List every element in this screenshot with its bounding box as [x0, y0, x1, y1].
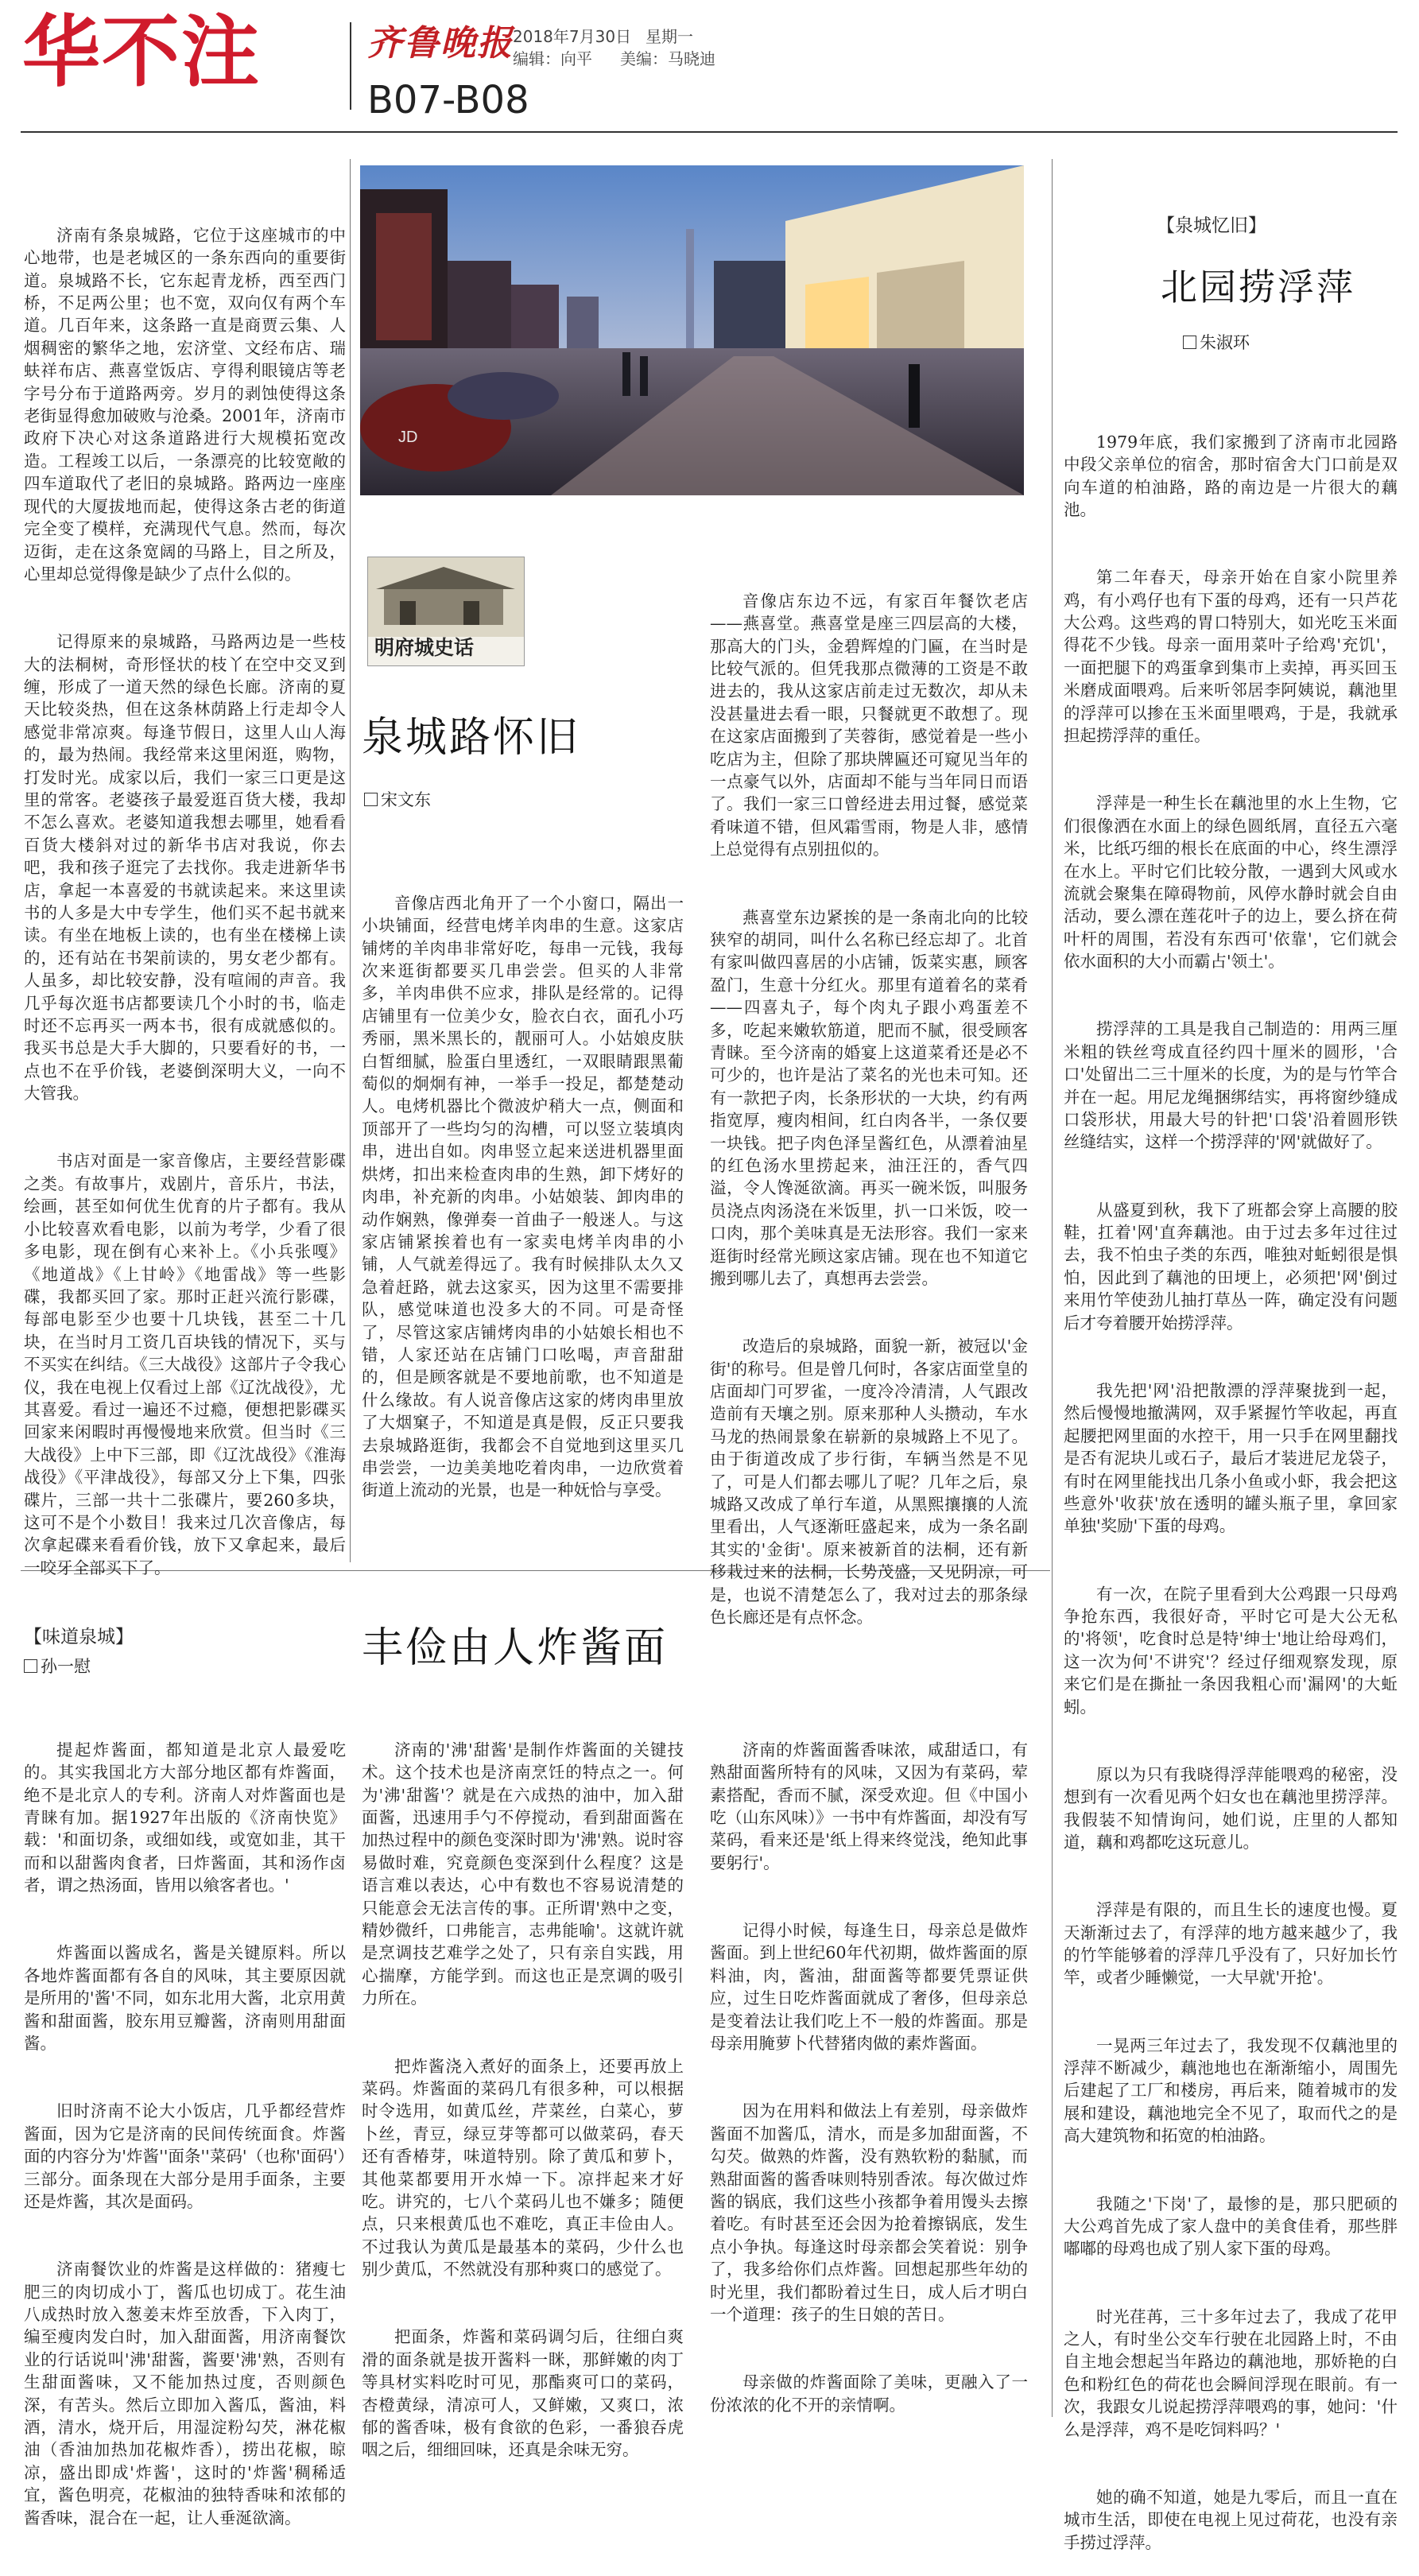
paragraph: 时光荏苒，三十多年过去了，我成了花甲之人，有时坐公交车行驶在北园路上时，不由自主地会想起当年路边的藕池地，那娇艳的白色和粉红色的荷花也会瞬间浮现在眼前。有一次，我跟女儿说起捞浮萍喂鸡的事，她问：'什么是浮萍，鸡不是吃饲料吗？' [1064, 2306, 1398, 2439]
paragraph: 我先把'网'沿把散漂的浮萍聚拢到一起，然后慢慢地撤满网，双手紧握竹竿收起，再直起腰把网里面的水控干，用一只手在网里翻找是否有泥块儿或石子，最后才装进尼龙袋子，有时在网里能找出几条小鱼或小虾，我会把这些意外'收获'放在透明的罐头瓶子里，拿回家单独'奖励'下蛋的母鸡。 [1064, 1380, 1398, 1536]
paragraph: 音像店西北角开了一个小窗口，隔出一小块铺面，经营电烤羊肉串的生意。这家店铺烤的羊肉串非常好吃，每串一元钱，我每次来逛街都要买几串尝尝。但买的人非常多，羊肉串供不应求，排队是经常的。记得店铺里有一位美少女，脸衣白衣，面孔小巧秀丽，黑米黑长的，靓丽可人。小姑娘皮肤白皙细腻，脸蛋白里透红，一双眼睛跟黑葡萄似的炯炯有神，一举手一投足，都楚楚动人。电烤机器比个微波炉稍大一点，侧面和顶部开了一些均匀的沟槽，可以竖立装填肉串，进出自如。肉串竖立起来送进机器里面烘烤，扣出来检查肉串的生熟，卸下烤好的肉串，补充新的肉串。小姑娘装、卸肉串的动作娴熟，像弹奏一首曲子一般迷人。与这家店铺紧挨着也有一家卖电烤羊肉串的小铺，人气就差得远了。我有时候排队太久又急着赶路，就去这家买，因为这里不需要排队，感觉味道也没多大的不同。可是奇怪了，尽管这家店铺烤肉串的小姑娘长相也不错，人家还站在店铺门口吆喝，声音甜甜的，但是顾客就是不要地前歌，也不知道是什么缘故。有人说音像店这家的烤肉串里放了大烟窠子，不知道是真是假，反正只要我去泉城路逛街，我都会不自觉地到这里买几串尝尝，一边美美地吃着肉串，一边欣赏着街道上流动的光景，也是一种妩恰与享受。 [362, 893, 684, 1500]
paragraph: 第二年春天，母亲开始在自家小院里养鸡，有小鸡仔也有下蛋的母鸡，还有一只芦花大公鸡。这些鸡的胃口特别大，如光吃玉米面得花不少钱。母亲一面用菜叶子给鸡'充饥'，一面把腿下的鸡蛋拿到集市上卖掉，再买回玉米磨成面喂鸡。后来听邻居李阿姨说，藕池里的浮萍可以掺在玉米面里喂鸡，于是，我就承担起捞浮萍的重任。 [1064, 568, 1398, 746]
bottom-headline: 丰俭由人炸酱面 [362, 1624, 669, 1672]
series-logo [367, 557, 525, 666]
paragraph: 浮萍是一种生长在藕池里的水上生物，它们很像洒在水面上的绿色圆纸屑，直径五六毫米，比纸巧细的根长在底面的中心，终生漂浮在水上。平时它们比较分散，一遇到大风或水流就会聚集在障碍物前，风停水静时就会自由活动，要么漂在莲花叶子的边上，要么挤在荷叶杆的周围，若没有东西可'依靠'，它们就会依水面积的大小而霸占'领土'。 [1064, 793, 1398, 972]
paragraph: 记得原来的泉城路，马路两边是一些枝大的法桐树，奇形怪状的枝丫在空中交叉到缠，形成了一道天然的绿色长廊。济南的夏天比较炎热，但在这条林荫路上行走却令人感觉非常凉爽。每逢节假日，这里人山人海的，最为热闹。我经常来这里闲逛，购物，打发时光。成家以后，我们一家三口更是这里的常客。老婆孩子最爱逛百货大楼，我却不怎么喜欢。老婆知道我想去哪里，她看看百货大楼斜对过的新华书店对我说，你去吧，我和孩子逛完了去找你。我走进新华书店，拿起一本喜爱的书就读起来。来这里读书的人多是大中专学生，他们买不起书就来读。有坐在地板上读的，也有坐在楼梯上读的，还有站在书架前读的，男女老少都有。人虽多，却比较安静，没有喧闹的声音。我几乎每次逛书店都要读几个小时的书，临走时还不忘再买一两本书，很有成就感似的。我买书总是大手大脚的，只要看好的书，一点也不在乎价钱，老婆倒深明大义，一向不大管我。 [24, 632, 346, 1104]
paragraph: 济南餐饮业的炸酱是这样做的：猪瘦七肥三的肉切成小丁，酱瓜也切成丁。花生油八成热时放入葱姜末炸至放香，下入肉丁，编至瘦肉发白时，加入甜面酱，用济南餐饮业的行话说叫'沸'甜酱，酱要'沸'熟，否则有生甜面酱味，又不能加热过度，否则颜色深，有苦头。然后立即加入酱瓜，酱油，料酒，清水，烧开后，用湿淀粉勾芡，淋花椒油（香油加热加花椒炸香），捞出花椒，晾凉，盛出即成'炸酱'，这时的'炸酱'稠稀适宜，酱色明亮，花椒油的独特香味和浓郁的酱香味，混合在一起，让人垂涎欲滴。 [24, 2260, 346, 2528]
paragraph: 母亲做的炸酱面除了美味，更融入了一份浓浓的化不开的亲情啊。 [710, 2372, 1028, 2415]
main-article-col2 [710, 545, 1028, 1627]
right-headline: 北园捞浮萍 [1161, 266, 1355, 308]
paragraph: 我随之'下岗'了，最惨的是，那只肥硕的大公鸡首先成了家人盘中的美食佳肴，那些胖嘟嘟的母鸡也成了别人家下蛋的母鸡。 [1064, 2194, 1398, 2259]
main-headline: 泉城路怀旧 [362, 714, 581, 762]
paragraph: 提起炸酱面，都知道是北京人最爱吃的。其实我国北方大部分地区都有炸酱面，绝不是北京人的专利。济南人对炸酱面也是青睐有加。据1927年出版的《济南快览》载：'和面切条，或细如线，或宽如韭，其干而和以甜酱肉食者，曰炸酱面，其和汤作卤者，谓之热汤面，皆用以飨客者也。' [24, 1740, 346, 1895]
paragraph: 她的确不知道，她是九零后，而且一直在城市生活，即使在电视上见过荷花，也没有亲手捞过浮萍。 [1064, 2487, 1398, 2552]
column-rule-right [1052, 159, 1053, 2417]
paragraph: 一晃两三年过去了，我发现不仅藕池里的浮萍不断减少，藕池地也在渐渐缩小，周围先后建起了工厂和楼房，再后来，随着城市的发展和建设，藕池地完全不见了，取而代之的是高大建筑物和拓宽的柏油路。 [1064, 2035, 1398, 2146]
main-article-col1 [362, 847, 684, 1562]
paragraph: 济南有条泉城路，它位于这座城市的中心地带，也是老城区的一条东西向的重要街道。泉城路不长，它东起青龙桥，西至西门桥，不足两公里；也不宽，双向仅有两个车道。几百年来，这条路一直是商贾云集、人烟稠密的繁华之地，宏济堂、文经布店、瑞蚨祥布店、燕喜堂饭店、亨得利眼镜店等老字号分布于道路两旁。岁月的剥蚀使得这条老街显得愈加破败与沧桑。2001年，济南市政府下决心对这条道路进行大规模拓宽改造。工程竣工以后，一条漂亮的比较宽敞的四车道取代了老旧的泉城路。路两边一座座现代的大厦拔地而起，使得这条古老的街道完全变了模样，充满现代气息。然而，每次迈街，走在这条宽阔的马路上，目之所及，心里却总觉得像是缺少了点什么似的。 [24, 225, 346, 584]
paragraph: 燕喜堂东边紧挨的是一条南北向的比较狭窄的胡同，叫什么名称已经忘却了。北首有家叫做四喜居的小店铺，饭菜实惠，顾客盈门，生意十分红火。那里有道着名的菜肴——四喜丸子，每个肉丸子跟小鸡蛋差不多，吃起来嫩软筋道，肥而不腻，很受顾客青睐。至今济南的婚宴上这道菜肴还是必不可少的，也许是沾了菜名的光也未可知。还有一款把子肉，长条形状的一大块，约有两指宽厚，瘦肉相间，红白肉各半，一条仅要一块钱。把子肉色泽呈酱红色，从漂着油星的红色汤水里捞起来，油汪汪的，香气四溢，令人馋涎欲滴。再买一碗米饭，叫服务员浇点肉汤浇在米饭里，扒一口米饭，咬一口肉，那个美味真是无法形容。我们一家来逛街时经常光顾这家店铺。现在也不知道它搬到哪儿去了，真想再去尝尝。 [710, 907, 1028, 1288]
author-name: 孙一慰 [41, 1657, 91, 1676]
paragraph: 从盛夏到秋，我下了班都会穿上高腰的胶鞋，扛着'网'直奔藕池。由于过去多年过往过去，我不怕虫子类的东西，唯独对蚯蚓很是惧怕，因此到了藕池的田埂上，必须把'网'倒过来用竹竿使劲儿抽打草丛一阵，确定没有问题后才夸着腰开始捞浮萍。 [1064, 1200, 1398, 1333]
paragraph: 济南的'沸'甜酱'是制作炸酱面的关键技术。这个技术也是济南烹饪的特点之一。何为'沸'甜酱'？就是在六成热的油中，加入甜面酱，迅速用手勺不停搅动，看到甜面酱在加热过程中的颜色变深时即为'沸'熟。说时容易做时难，究竟颜色变深到什么程度？这是语言难以表达，心中有数也不容易说清楚的只能意会无法言传的事。正所谓'熟中之变，精妙微纤，口弗能言，志弗能喻'。这就许就是烹调技艺难学之处了，只有亲自实践，用心揣摩，方能学到。而这也正是烹调的吸引力所在。 [362, 1740, 684, 2008]
paragraph: 炸酱面以酱成名，酱是关键原料。所以各地炸酱面都有各自的风味，其主要原因就是所用的'酱'不同，如东北用大酱，北京用黄酱和甜面酱，胶东用豆瓣酱，济南则用甜面酱。 [24, 1943, 346, 2054]
main-byline [364, 787, 431, 811]
bottom-article-col2 [362, 1693, 684, 2460]
paragraph: 浮萍是有限的，而且生长的速度也慢。夏天渐渐过去了，有浮萍的地方越来越少了，我的竹竿能够着的浮萍几乎没有了，只好加长竹竿，或者少睡懒觉，一大早就'开抢'。 [1064, 1900, 1398, 1988]
paragraph: 旧时济南不论大小饭店，几乎都经营炸酱面，因为它是济南的民间传统面食。炸酱面的内容分为'炸酱''面条''菜码'（也称'面码'）三部分。面条现在大部分是用手面条，主要还是炸酱，其次是面码。 [24, 2101, 346, 2211]
editor-credit: 编辑：向平 [513, 49, 592, 68]
page-range: B07-B08 [367, 78, 529, 122]
photo-sign-text: JD [398, 429, 418, 446]
paragraph: 原以为只有我晓得浮萍能喂鸡的秘密，没想到有一次看见两个妇女也在藕池里捞浮萍。我假装不知情询问，她们说，庄里的人都知道，藕和鸡都吃这玩意儿。 [1064, 1764, 1398, 1852]
designer-credit: 美编：马晓迪 [620, 49, 715, 68]
right-article-body [1064, 386, 1398, 2552]
paragraph: 有一次，在院子里看到大公鸡跟一只母鸡争抢东西，我很好奇，平时它可是大公无私的'将领'，吃食时总是特'绅士'地让给母鸡们，这一次为何'不讲究'？经过仔细观察发现，原来它们是在撕扯一条因我粗心而'漏网'的大蚯蚓。 [1064, 1584, 1398, 1717]
author-name: 宋文东 [381, 790, 431, 809]
paragraph: 改造后的泉城路，面貌一新，被冠以'金街'的称号。但是曾几何时，各家店面堂皇的店面却门可罗雀，一度冷冷清清，人气跟改造前有天壤之别。原来那种人头攒动，车水马龙的热闹景象在崭新的泉城路上不见了。由于街道改成了步行街，车辆当然是不见了，可是人们都去哪儿了呢？几年之后，泉城路又改成了单行车道，从黑熙攘攘的人流里看出，人气逐渐旺盛起来，成为一条名副其实的'金街'。原来被新首的法桐，还有新移栽过来的法桐，长势茂盛，又见阴凉，可是，也说不清楚怎么了，我对过去的那条绿色长廊还是有点怀念。 [710, 1336, 1028, 1627]
paragraph: 把炸酱浇入煮好的面条上，还要再放上菜码。炸酱面的菜码几有很多种，可以根据时令选用，如黄瓜丝，芹菜丝，白菜心，萝卜丝，青豆，绿豆芽等都可以做菜码，春天还有香椿芽，味道特别。除了黄瓜和萝卜，其他菜都要用开水焯一下。凉拌起来才好吃。讲究的，七八个菜码儿也不嫌多；随便点，只来根黄瓜也不难吃，真正丰俭由人。不过我认为黄瓜是最基本的菜码，少什么也别少黄瓜，不然就没有那种爽口的感觉了。 [362, 2056, 684, 2279]
bottom-article-col1 [24, 1693, 346, 2528]
bottom-kicker: 【味道泉城】 [24, 1627, 134, 1647]
paragraph: 记得小时候，每逢生日，母亲总是做炸酱面。到上世纪60年代初期，做炸酱面的原料油，肉，酱油，甜面酱等都要凭票证供应，过生日吃炸酱面就成了奢侈，但母亲总是变着法让我们吃上不一般的炸酱面。那是母亲用腌萝卜代替猪肉做的素炸酱面。 [710, 1921, 1028, 2054]
bottom-article-col3 [710, 1693, 1028, 2417]
masthead-rule [21, 131, 1398, 133]
section-title: 华不注 [22, 7, 262, 98]
publish-weekday: 星期一 [646, 27, 693, 46]
paragraph: 1979年底，我们家搬到了济南市北园路中段父亲单位的宿舍，那时宿舍大门口前是双向车道的柏油路，路的南边是一片很大的藕池。 [1064, 432, 1398, 520]
paragraph: 书店对面是一家音像店，主要经营影碟之类。有故事片，戏剧片，音乐片，书法，绘画，甚至如何优生优育的片子都有。我从小比较喜欢看电影，以前为考学，少看了很多电影，现在倒有心来补上。《小兵张嘎》《地道战》《上甘岭》《地雷战》等一些影碟，我都买回了家。那时正赶兴流行影碟，每部电影至少也要十几块钱，甚至二十几块，在当时月工资几百块钱的情况下，买与不买实在纠结。《三大战役》这部片子令我心仪，我在电视上仅看过上部《辽沈战役》，尤其喜爱。看过一遍还不过瘾，便想把影碟买回家来闲暇时再慢慢地来欣赏。但当时《三大战役》上中下三部，即《辽沈战役》《淮海战役》《平津战役》，每部又分上下集，四张碟片，三部一共十二张碟片，要260多块，这可不是个小数目！我来过几次音像店，每次拿起碟来看看价钱，放下又拿起来，最后一咬牙全部买下了。 [24, 1151, 346, 1577]
publish-date: 2018年7月30日 [513, 27, 632, 46]
right-byline [1183, 330, 1250, 354]
masthead-divider [350, 22, 351, 110]
bottom-byline [24, 1654, 91, 1678]
paragraph: 济南的炸酱面酱香味浓，咸甜适口，有熟甜面酱所特有的风味，又因为有菜码，荤素搭配，香而不腻，深受欢迎。但《中国小吃（山东风味）》一书中有炸酱面，却没有写菜码，看来还是'纸上得来终觉浅，绝知此事要躬行'。 [710, 1740, 1028, 1872]
right-kicker: 【泉城忆旧】 [1157, 215, 1266, 236]
series-title: 明府城史话 [374, 636, 475, 659]
paragraph: 音像店东边不远，有家百年餐饮老店——燕喜堂。燕喜堂是座三四层高的大楼，那高大的门头，金碧辉煌的门匾，在当时是比较气派的。但凭我那点微薄的工资是不敢进去的，我从这家店前走过无数次，却从未没甚量进去看一眼，只餐就更不敢想了。现在这家店面搬到了芙蓉街，感觉着是一些小吃店为主，但除了那块牌匾还可窥见当年的一点豪气以外，店面却不能与当年同日而语了。我们一家三口曾经进去用过餐，感觉菜肴味道不错，但风霜雪雨，物是人非，感情上总觉得有点别扭似的。 [710, 591, 1028, 859]
author-name: 朱淑环 [1200, 333, 1250, 352]
paragraph: 把面条，炸酱和菜码调匀后，往细白爽滑的面条就是拔开酱料一眯，那鲜嫩的肉丁等具材实料吃时可见，那酯爽可口的菜码，杏橙黄绿，清凉可人，又鲜嫩，又爽口，浓郁的酱香味，极有食欲的色彩，一番狼吞虎咽之后，细细回味，还真是余味无穷。 [362, 2327, 684, 2460]
street-night-photo [360, 165, 1024, 495]
paragraph: 捞浮萍的工具是我自己制造的：用两三厘米粗的铁丝弯成直径约四十厘米的圆形，'合口'处留出二三十厘米的长度，为的是与竹竿合并在一起。用尼龙绳捆绑结实，再将窗纱缝成口袋形状，用最大号的针把'口袋'沿着圆形铁丝缝结实，这样一个捞浮萍的'网'就做好了。 [1064, 1019, 1398, 1152]
column-rule-left [350, 159, 351, 1562]
newspaper-name: 齐鲁晚报 [367, 23, 514, 64]
left-article-body [24, 179, 346, 1577]
paragraph: 因为在用料和做法上有差别，母亲做炸酱面不加酱瓜，清水，而是多加甜面酱，不勾芡。做熟的炸酱，没有熟软粉的黏腻，而熟甜面酱的酱香味则特别香浓。每次做过炸酱的锅底，我们这些小孩都争着用馒头去擦着吃。有时甚至还会因为抢着擦锅底，发生点小争执。每逢这时母亲都会笑着说：别争了，我多给你们点炸酱。回想起那些年幼的时光里，我们都盼着过生日，成人后才明白一个道理：孩子的生日娘的苦日。 [710, 2101, 1028, 2324]
